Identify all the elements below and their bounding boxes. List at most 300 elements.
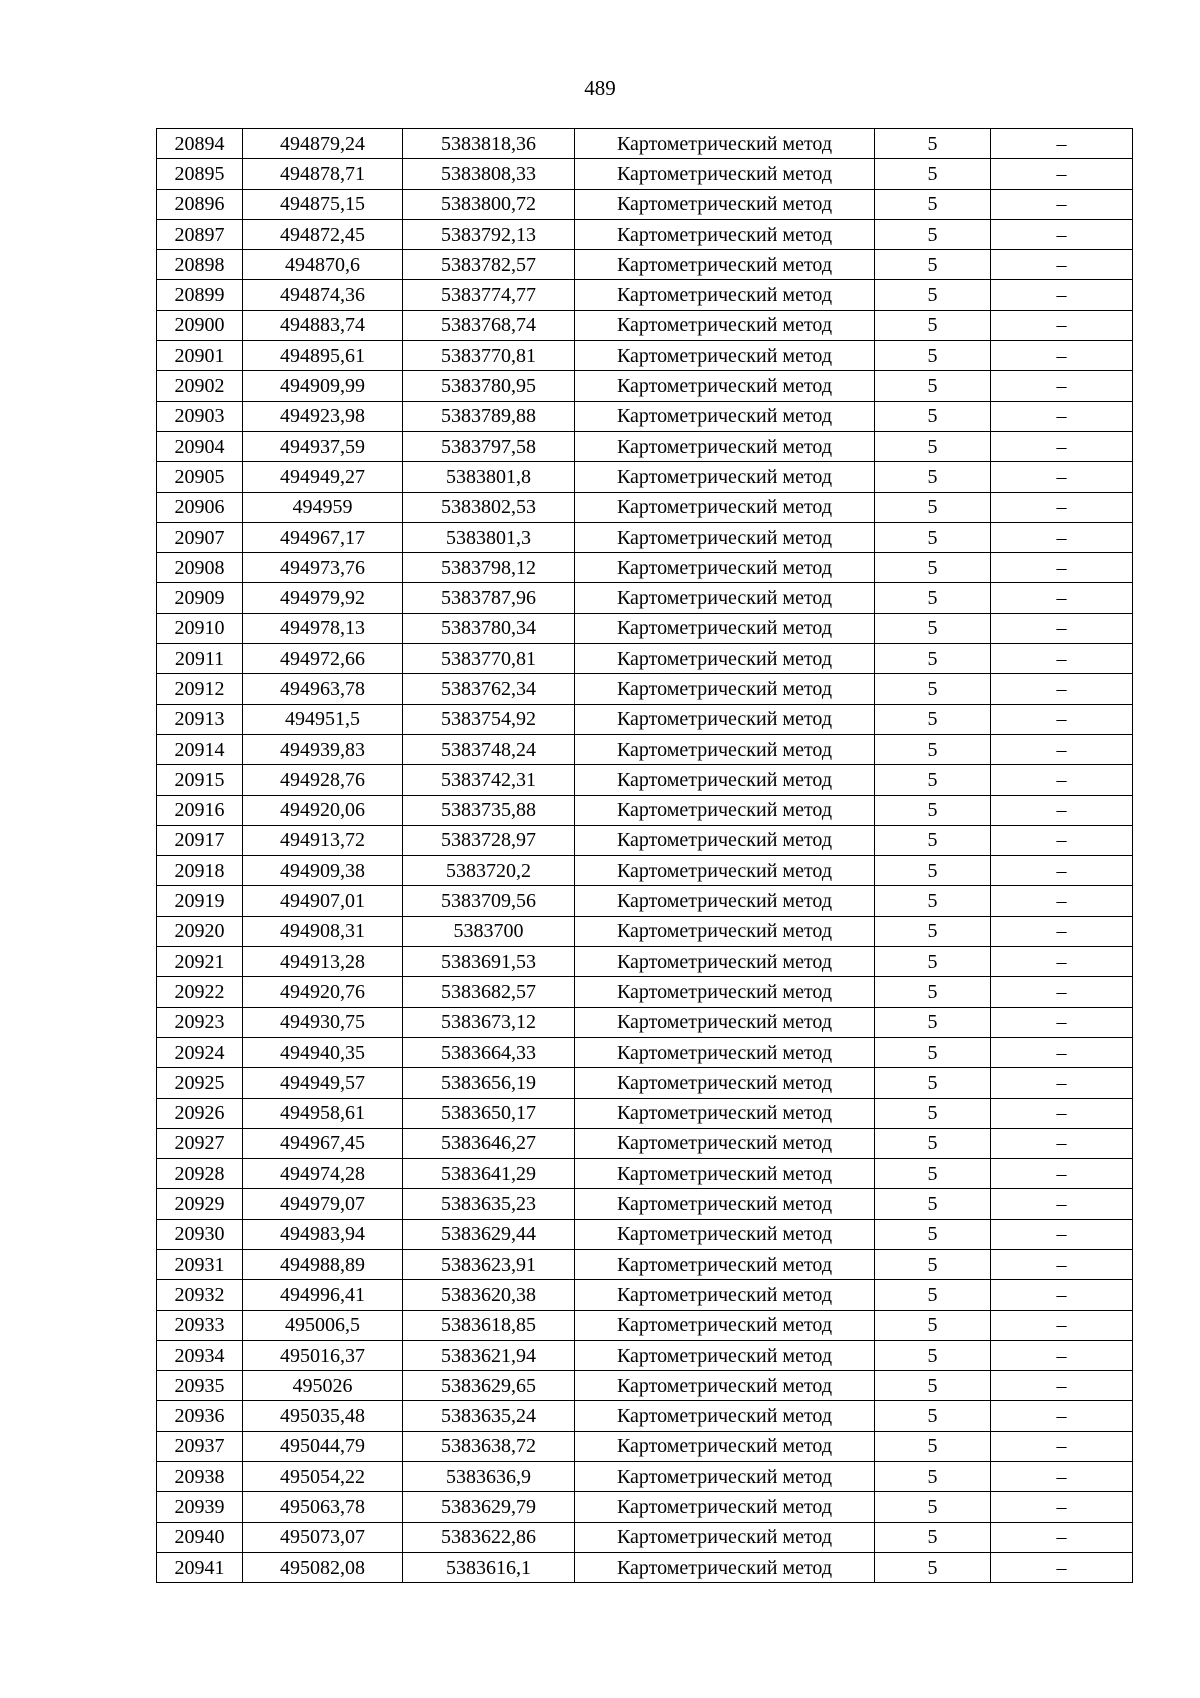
y-coordinate-cell: 5383742,31	[403, 765, 575, 795]
y-coordinate-cell: 5383709,56	[403, 886, 575, 916]
point-number-cell: 20930	[157, 1219, 243, 1249]
x-coordinate-cell: 494878,71	[243, 159, 403, 189]
table-row	[157, 856, 1133, 886]
note-cell: –	[991, 159, 1133, 189]
y-coordinate-cell: 5383770,81	[403, 644, 575, 674]
table-row	[157, 1159, 1133, 1189]
accuracy-cell: 5	[875, 1159, 991, 1189]
y-coordinate-cell: 5383629,79	[403, 1492, 575, 1522]
accuracy-cell: 5	[875, 462, 991, 492]
table-row	[157, 341, 1133, 371]
accuracy-cell: 5	[875, 1492, 991, 1522]
accuracy-cell: 5	[875, 613, 991, 643]
x-coordinate-cell: 494967,17	[243, 522, 403, 552]
point-number-cell: 20895	[157, 159, 243, 189]
accuracy-cell: 5	[875, 947, 991, 977]
y-coordinate-cell: 5383762,34	[403, 674, 575, 704]
x-coordinate-cell: 494951,5	[243, 704, 403, 734]
x-coordinate-cell: 494874,36	[243, 280, 403, 310]
y-coordinate-cell: 5383623,91	[403, 1249, 575, 1279]
accuracy-cell: 5	[875, 1340, 991, 1370]
note-cell: –	[991, 1068, 1133, 1098]
point-number-cell: 20908	[157, 553, 243, 583]
y-coordinate-cell: 5383792,13	[403, 219, 575, 249]
point-number-cell: 20911	[157, 644, 243, 674]
note-cell: –	[991, 1037, 1133, 1067]
accuracy-cell: 5	[875, 189, 991, 219]
y-coordinate-cell: 5383646,27	[403, 1128, 575, 1158]
note-cell: –	[991, 886, 1133, 916]
method-cell: Картометрический метод	[575, 1007, 875, 1037]
point-number-cell: 20931	[157, 1249, 243, 1279]
y-coordinate-cell: 5383798,12	[403, 553, 575, 583]
x-coordinate-cell: 494988,89	[243, 1249, 403, 1279]
y-coordinate-cell: 5383789,88	[403, 401, 575, 431]
note-cell: –	[991, 795, 1133, 825]
x-coordinate-cell: 494949,57	[243, 1068, 403, 1098]
y-coordinate-cell: 5383780,34	[403, 613, 575, 643]
point-number-cell: 20915	[157, 765, 243, 795]
point-number-cell: 20939	[157, 1492, 243, 1522]
point-number-cell: 20903	[157, 401, 243, 431]
method-cell: Картометрический метод	[575, 431, 875, 461]
accuracy-cell: 5	[875, 886, 991, 916]
note-cell: –	[991, 765, 1133, 795]
accuracy-cell: 5	[875, 916, 991, 946]
accuracy-cell: 5	[875, 1310, 991, 1340]
method-cell: Картометрический метод	[575, 1098, 875, 1128]
point-number-cell: 20921	[157, 947, 243, 977]
x-coordinate-cell: 495082,08	[243, 1552, 403, 1582]
y-coordinate-cell: 5383818,36	[403, 129, 575, 159]
point-number-cell: 20906	[157, 492, 243, 522]
method-cell: Картометрический метод	[575, 1310, 875, 1340]
y-coordinate-cell: 5383635,24	[403, 1401, 575, 1431]
y-coordinate-cell: 5383691,53	[403, 947, 575, 977]
table-row	[157, 613, 1133, 643]
method-cell: Картометрический метод	[575, 462, 875, 492]
method-cell: Картометрический метод	[575, 401, 875, 431]
x-coordinate-cell: 495063,78	[243, 1492, 403, 1522]
accuracy-cell: 5	[875, 522, 991, 552]
note-cell: –	[991, 1492, 1133, 1522]
accuracy-cell: 5	[875, 129, 991, 159]
method-cell: Картометрический метод	[575, 1340, 875, 1370]
method-cell: Картометрический метод	[575, 795, 875, 825]
y-coordinate-cell: 5383735,88	[403, 795, 575, 825]
method-cell: Картометрический метод	[575, 159, 875, 189]
method-cell: Картометрический метод	[575, 674, 875, 704]
y-coordinate-cell: 5383780,95	[403, 371, 575, 401]
accuracy-cell: 5	[875, 1007, 991, 1037]
table-row	[157, 1552, 1133, 1582]
y-coordinate-cell: 5383720,2	[403, 856, 575, 886]
note-cell: –	[991, 1371, 1133, 1401]
table-row	[157, 189, 1133, 219]
method-cell: Картометрический метод	[575, 522, 875, 552]
x-coordinate-cell: 494973,76	[243, 553, 403, 583]
x-coordinate-cell: 495006,5	[243, 1310, 403, 1340]
accuracy-cell: 5	[875, 1098, 991, 1128]
y-coordinate-cell: 5383650,17	[403, 1098, 575, 1128]
y-coordinate-cell: 5383621,94	[403, 1340, 575, 1370]
note-cell: –	[991, 1128, 1133, 1158]
point-number-cell: 20901	[157, 341, 243, 371]
note-cell: –	[991, 129, 1133, 159]
point-number-cell: 20925	[157, 1068, 243, 1098]
table-row	[157, 674, 1133, 704]
method-cell: Картометрический метод	[575, 613, 875, 643]
point-number-cell: 20940	[157, 1522, 243, 1552]
x-coordinate-cell: 494930,75	[243, 1007, 403, 1037]
x-coordinate-cell: 494875,15	[243, 189, 403, 219]
x-coordinate-cell: 494974,28	[243, 1159, 403, 1189]
method-cell: Картометрический метод	[575, 644, 875, 674]
y-coordinate-cell: 5383700	[403, 916, 575, 946]
method-cell: Картометрический метод	[575, 916, 875, 946]
note-cell: –	[991, 492, 1133, 522]
method-cell: Картометрический метод	[575, 704, 875, 734]
x-coordinate-cell: 494895,61	[243, 341, 403, 371]
point-number-cell: 20928	[157, 1159, 243, 1189]
point-number-cell: 20896	[157, 189, 243, 219]
point-number-cell: 20899	[157, 280, 243, 310]
method-cell: Картометрический метод	[575, 886, 875, 916]
accuracy-cell: 5	[875, 401, 991, 431]
note-cell: –	[991, 1431, 1133, 1461]
accuracy-cell: 5	[875, 1128, 991, 1158]
accuracy-cell: 5	[875, 310, 991, 340]
point-number-cell: 20920	[157, 916, 243, 946]
table-row	[157, 280, 1133, 310]
accuracy-cell: 5	[875, 250, 991, 280]
note-cell: –	[991, 431, 1133, 461]
point-number-cell: 20912	[157, 674, 243, 704]
method-cell: Картометрический метод	[575, 280, 875, 310]
x-coordinate-cell: 494913,72	[243, 825, 403, 855]
table-row	[157, 1037, 1133, 1067]
note-cell: –	[991, 734, 1133, 764]
accuracy-cell: 5	[875, 825, 991, 855]
x-coordinate-cell: 494958,61	[243, 1098, 403, 1128]
x-coordinate-cell: 494923,98	[243, 401, 403, 431]
method-cell: Картометрический метод	[575, 492, 875, 522]
point-number-cell: 20902	[157, 371, 243, 401]
y-coordinate-cell: 5383802,53	[403, 492, 575, 522]
point-number-cell: 20900	[157, 310, 243, 340]
point-number-cell: 20937	[157, 1431, 243, 1461]
method-cell: Картометрический метод	[575, 1371, 875, 1401]
accuracy-cell: 5	[875, 1431, 991, 1461]
x-coordinate-cell: 494913,28	[243, 947, 403, 977]
point-number-cell: 20909	[157, 583, 243, 613]
y-coordinate-cell: 5383682,57	[403, 977, 575, 1007]
x-coordinate-cell: 494978,13	[243, 613, 403, 643]
table-row	[157, 159, 1133, 189]
x-coordinate-cell: 494949,27	[243, 462, 403, 492]
note-cell: –	[991, 462, 1133, 492]
y-coordinate-cell: 5383768,74	[403, 310, 575, 340]
y-coordinate-cell: 5383782,57	[403, 250, 575, 280]
accuracy-cell: 5	[875, 1371, 991, 1401]
accuracy-cell: 5	[875, 492, 991, 522]
note-cell: –	[991, 1401, 1133, 1431]
note-cell: –	[991, 1007, 1133, 1037]
table-row	[157, 250, 1133, 280]
coordinates-table	[156, 128, 1133, 1583]
method-cell: Картометрический метод	[575, 1462, 875, 1492]
note-cell: –	[991, 1249, 1133, 1279]
accuracy-cell: 5	[875, 1552, 991, 1582]
point-number-cell: 20897	[157, 219, 243, 249]
method-cell: Картометрический метод	[575, 977, 875, 1007]
note-cell: –	[991, 553, 1133, 583]
x-coordinate-cell: 494937,59	[243, 431, 403, 461]
note-cell: –	[991, 189, 1133, 219]
method-cell: Картометрический метод	[575, 734, 875, 764]
table-row	[157, 1492, 1133, 1522]
accuracy-cell: 5	[875, 371, 991, 401]
table-row	[157, 219, 1133, 249]
x-coordinate-cell: 494979,92	[243, 583, 403, 613]
accuracy-cell: 5	[875, 795, 991, 825]
x-coordinate-cell: 494920,06	[243, 795, 403, 825]
accuracy-cell: 5	[875, 765, 991, 795]
table-row	[157, 977, 1133, 1007]
x-coordinate-cell: 494909,38	[243, 856, 403, 886]
method-cell: Картометрический метод	[575, 1159, 875, 1189]
table-row	[157, 1007, 1133, 1037]
y-coordinate-cell: 5383774,77	[403, 280, 575, 310]
table-row	[157, 734, 1133, 764]
accuracy-cell: 5	[875, 1522, 991, 1552]
y-coordinate-cell: 5383754,92	[403, 704, 575, 734]
accuracy-cell: 5	[875, 704, 991, 734]
point-number-cell: 20922	[157, 977, 243, 1007]
note-cell: –	[991, 704, 1133, 734]
note-cell: –	[991, 401, 1133, 431]
note-cell: –	[991, 1189, 1133, 1219]
y-coordinate-cell: 5383673,12	[403, 1007, 575, 1037]
y-coordinate-cell: 5383616,1	[403, 1552, 575, 1582]
note-cell: –	[991, 916, 1133, 946]
point-number-cell: 20926	[157, 1098, 243, 1128]
x-coordinate-cell: 494872,45	[243, 219, 403, 249]
table-row	[157, 1310, 1133, 1340]
y-coordinate-cell: 5383728,97	[403, 825, 575, 855]
note-cell: –	[991, 280, 1133, 310]
point-number-cell: 20938	[157, 1462, 243, 1492]
accuracy-cell: 5	[875, 1189, 991, 1219]
y-coordinate-cell: 5383629,44	[403, 1219, 575, 1249]
y-coordinate-cell: 5383638,72	[403, 1431, 575, 1461]
table-row	[157, 1068, 1133, 1098]
point-number-cell: 20923	[157, 1007, 243, 1037]
accuracy-cell: 5	[875, 280, 991, 310]
method-cell: Картометрический метод	[575, 189, 875, 219]
point-number-cell: 20919	[157, 886, 243, 916]
accuracy-cell: 5	[875, 1037, 991, 1067]
note-cell: –	[991, 644, 1133, 674]
y-coordinate-cell: 5383770,81	[403, 341, 575, 371]
x-coordinate-cell: 494972,66	[243, 644, 403, 674]
method-cell: Картометрический метод	[575, 1128, 875, 1158]
point-number-cell: 20910	[157, 613, 243, 643]
note-cell: –	[991, 1522, 1133, 1552]
method-cell: Картометрический метод	[575, 250, 875, 280]
note-cell: –	[991, 825, 1133, 855]
note-cell: –	[991, 977, 1133, 1007]
x-coordinate-cell: 494879,24	[243, 129, 403, 159]
table-row	[157, 644, 1133, 674]
table-row	[157, 129, 1133, 159]
method-cell: Картометрический метод	[575, 1431, 875, 1461]
note-cell: –	[991, 1340, 1133, 1370]
y-coordinate-cell: 5383664,33	[403, 1037, 575, 1067]
table-row	[157, 1219, 1133, 1249]
point-number-cell: 20904	[157, 431, 243, 461]
accuracy-cell: 5	[875, 341, 991, 371]
coordinates-table-body	[157, 129, 1133, 1583]
x-coordinate-cell: 494959	[243, 492, 403, 522]
method-cell: Картометрический метод	[575, 341, 875, 371]
point-number-cell: 20917	[157, 825, 243, 855]
x-coordinate-cell: 494996,41	[243, 1280, 403, 1310]
y-coordinate-cell: 5383800,72	[403, 189, 575, 219]
y-coordinate-cell: 5383629,65	[403, 1371, 575, 1401]
x-coordinate-cell: 494983,94	[243, 1219, 403, 1249]
note-cell: –	[991, 1462, 1133, 1492]
x-coordinate-cell: 495054,22	[243, 1462, 403, 1492]
table-row	[157, 1462, 1133, 1492]
x-coordinate-cell: 494908,31	[243, 916, 403, 946]
point-number-cell: 20913	[157, 704, 243, 734]
page-number: 489	[584, 76, 616, 100]
x-coordinate-cell: 494909,99	[243, 371, 403, 401]
x-coordinate-cell: 494870,6	[243, 250, 403, 280]
accuracy-cell: 5	[875, 583, 991, 613]
y-coordinate-cell: 5383656,19	[403, 1068, 575, 1098]
table-row	[157, 1401, 1133, 1431]
point-number-cell: 20914	[157, 734, 243, 764]
method-cell: Картометрический метод	[575, 1492, 875, 1522]
y-coordinate-cell: 5383801,3	[403, 522, 575, 552]
point-number-cell: 20933	[157, 1310, 243, 1340]
method-cell: Картометрический метод	[575, 371, 875, 401]
note-cell: –	[991, 310, 1133, 340]
y-coordinate-cell: 5383787,96	[403, 583, 575, 613]
accuracy-cell: 5	[875, 734, 991, 764]
x-coordinate-cell: 494963,78	[243, 674, 403, 704]
table-row	[157, 522, 1133, 552]
method-cell: Картометрический метод	[575, 553, 875, 583]
x-coordinate-cell: 495044,79	[243, 1431, 403, 1461]
point-number-cell: 20935	[157, 1371, 243, 1401]
x-coordinate-cell: 495035,48	[243, 1401, 403, 1431]
x-coordinate-cell: 494939,83	[243, 734, 403, 764]
table-row	[157, 492, 1133, 522]
x-coordinate-cell: 494967,45	[243, 1128, 403, 1158]
accuracy-cell: 5	[875, 553, 991, 583]
point-number-cell: 20929	[157, 1189, 243, 1219]
table-row	[157, 1280, 1133, 1310]
x-coordinate-cell: 494979,07	[243, 1189, 403, 1219]
x-coordinate-cell: 495073,07	[243, 1522, 403, 1552]
table-row	[157, 1522, 1133, 1552]
y-coordinate-cell: 5383620,38	[403, 1280, 575, 1310]
y-coordinate-cell: 5383748,24	[403, 734, 575, 764]
method-cell: Картометрический метод	[575, 947, 875, 977]
point-number-cell: 20927	[157, 1128, 243, 1158]
point-number-cell: 20916	[157, 795, 243, 825]
accuracy-cell: 5	[875, 644, 991, 674]
table-row	[157, 1340, 1133, 1370]
table-row	[157, 1189, 1133, 1219]
method-cell: Картометрический метод	[575, 1249, 875, 1279]
y-coordinate-cell: 5383618,85	[403, 1310, 575, 1340]
x-coordinate-cell: 494883,74	[243, 310, 403, 340]
note-cell: –	[991, 250, 1133, 280]
point-number-cell: 20932	[157, 1280, 243, 1310]
method-cell: Картометрический метод	[575, 129, 875, 159]
x-coordinate-cell: 495026	[243, 1371, 403, 1401]
note-cell: –	[991, 947, 1133, 977]
point-number-cell: 20918	[157, 856, 243, 886]
y-coordinate-cell: 5383808,33	[403, 159, 575, 189]
note-cell: –	[991, 1552, 1133, 1582]
method-cell: Картометрический метод	[575, 1037, 875, 1067]
accuracy-cell: 5	[875, 674, 991, 704]
y-coordinate-cell: 5383635,23	[403, 1189, 575, 1219]
x-coordinate-cell: 495016,37	[243, 1340, 403, 1370]
table-row	[157, 553, 1133, 583]
accuracy-cell: 5	[875, 159, 991, 189]
note-cell: –	[991, 1159, 1133, 1189]
table-row	[157, 1431, 1133, 1461]
table-row	[157, 886, 1133, 916]
y-coordinate-cell: 5383622,86	[403, 1522, 575, 1552]
note-cell: –	[991, 371, 1133, 401]
y-coordinate-cell: 5383797,58	[403, 431, 575, 461]
note-cell: –	[991, 674, 1133, 704]
table-row	[157, 1371, 1133, 1401]
note-cell: –	[991, 522, 1133, 552]
table-row	[157, 795, 1133, 825]
x-coordinate-cell: 494940,35	[243, 1037, 403, 1067]
note-cell: –	[991, 1219, 1133, 1249]
accuracy-cell: 5	[875, 1219, 991, 1249]
point-number-cell: 20941	[157, 1552, 243, 1582]
note-cell: –	[991, 1098, 1133, 1128]
y-coordinate-cell: 5383801,8	[403, 462, 575, 492]
note-cell: –	[991, 856, 1133, 886]
table-row	[157, 462, 1133, 492]
method-cell: Картометрический метод	[575, 219, 875, 249]
accuracy-cell: 5	[875, 1280, 991, 1310]
table-row	[157, 1098, 1133, 1128]
point-number-cell: 20894	[157, 129, 243, 159]
method-cell: Картометрический метод	[575, 1068, 875, 1098]
y-coordinate-cell: 5383641,29	[403, 1159, 575, 1189]
method-cell: Картометрический метод	[575, 1280, 875, 1310]
accuracy-cell: 5	[875, 219, 991, 249]
table-row	[157, 371, 1133, 401]
method-cell: Картометрический метод	[575, 1552, 875, 1582]
accuracy-cell: 5	[875, 1401, 991, 1431]
table-row	[157, 916, 1133, 946]
note-cell: –	[991, 583, 1133, 613]
accuracy-cell: 5	[875, 1462, 991, 1492]
